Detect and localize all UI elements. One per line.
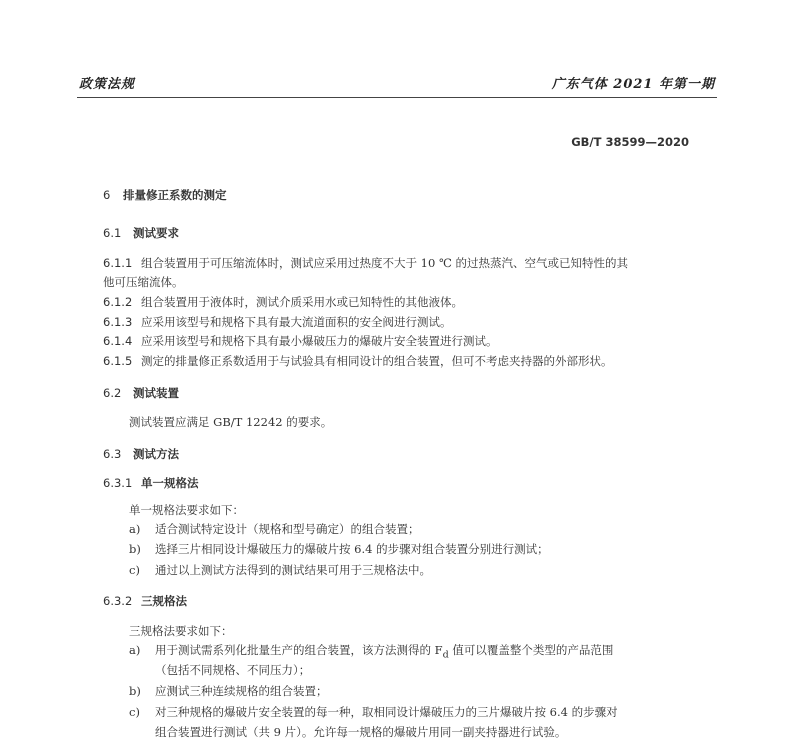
header-journal-title: 广东气体 2021 年第一期 — [551, 77, 715, 92]
clause-6-1-5 — [103, 352, 613, 370]
section-number: 6.2 — [103, 386, 122, 400]
clause-number: 6.1.3 — [103, 315, 133, 329]
section-number: 6 — [103, 188, 111, 202]
section-title: 测试要求 — [133, 226, 179, 240]
section-number: 6.3.1 — [103, 476, 133, 490]
list-item-continuation: （包括不同规格、不同压力）； — [155, 663, 311, 677]
list-item — [129, 682, 328, 700]
clause-6-1-2 — [103, 293, 463, 311]
header-divider — [77, 97, 717, 98]
subscript: d — [442, 649, 449, 661]
list-marker: b) — [129, 542, 141, 556]
list-marker: c) — [129, 563, 140, 577]
section-6-3-2-intro: 三规格法要求如下： — [129, 624, 233, 638]
list-marker: a) — [129, 522, 141, 536]
list-text: 通过以上测试方法得到的测试结果可用于三规格法中。 — [155, 563, 431, 577]
clause-number: 6.1.5 — [103, 354, 133, 368]
section-6-2-text: 测试装置应满足 GB/T 12242 的要求。 — [129, 415, 333, 429]
clause-text: 应采用该型号和规格下具有最小爆破压力的爆破片安全装置进行测试。 — [141, 334, 498, 348]
section-6-2-heading — [103, 384, 179, 402]
list-item — [129, 561, 431, 579]
section-title: 三规格法 — [141, 594, 187, 608]
list-marker: a) — [129, 643, 141, 657]
list-text: 对三种规格的爆破片安全装置的每一种，取相同设计爆破压力的三片爆破片按 6.4 的步骤对 — [155, 705, 618, 719]
section-6-3-1-heading — [103, 474, 199, 492]
section-number: 6.3.2 — [103, 594, 133, 608]
clause-text: 测定的排量修正系数适用于与试验具有相同设计的组合装置，但可不考虑夹持器的外部形状。 — [141, 354, 613, 368]
standard-number: GB/T 38599—2020 — [571, 135, 689, 149]
section-6-heading — [103, 186, 227, 204]
list-text: 选择三片相同设计爆破压力的爆破片按 6.4 的步骤对组合装置分别进行测试； — [155, 542, 549, 556]
section-6-1-heading — [103, 224, 179, 242]
section-title: 测试装置 — [133, 386, 179, 400]
list-item — [129, 540, 549, 558]
section-title: 排量修正系数的测定 — [123, 188, 227, 202]
section-title: 单一规格法 — [141, 476, 199, 490]
section-title: 测试方法 — [133, 447, 179, 461]
section-6-3-1-intro: 单一规格法要求如下： — [129, 503, 244, 517]
section-6-3-heading — [103, 445, 179, 463]
clause-number: 6.1.4 — [103, 334, 133, 348]
section-number: 6.3 — [103, 447, 122, 461]
clause-number: 6.1.1 — [103, 256, 133, 270]
clause-6-1-3 — [103, 313, 452, 331]
list-text: 用于测试需系列化批量生产的组合装置，该方法测得的 F — [155, 643, 443, 657]
section-number: 6.1 — [103, 226, 122, 240]
list-text: 应测试三种连续规格的组合装置； — [155, 684, 328, 698]
clause-6-1-4 — [103, 332, 498, 350]
list-item — [129, 520, 420, 538]
header-section-label: 政策法规 — [79, 77, 136, 92]
clause-text: 组合装置用于可压缩流体时，测试应采用过热度不大于 10 ℃ 的过热蒸汽、空气或已知特性的其 — [141, 256, 628, 270]
clause-text: 组合装置用于液体时，测试介质采用水或已知特性的其他液体。 — [141, 295, 463, 309]
list-text-continued: 值可以覆盖整个类型的产品范围 — [448, 643, 614, 657]
list-marker: b) — [129, 684, 141, 698]
clause-number: 6.1.2 — [103, 295, 133, 309]
clause-6-1-1-continuation: 他可压缩流体。 — [103, 275, 184, 289]
clause-text: 应采用该型号和规格下具有最大流道面积的安全阀进行测试。 — [141, 315, 452, 329]
list-item — [129, 703, 618, 721]
list-item-continuation: 组合装置进行测试（共 9 片）。允许每一规格的爆破片用同一副夹持器进行试验。 — [155, 725, 567, 739]
clause-6-1-1 — [103, 254, 628, 272]
section-6-3-2-heading — [103, 592, 187, 610]
list-marker: c) — [129, 705, 140, 719]
list-text: 适合测试特定设计（规格和型号确定）的组合装置； — [155, 522, 420, 536]
